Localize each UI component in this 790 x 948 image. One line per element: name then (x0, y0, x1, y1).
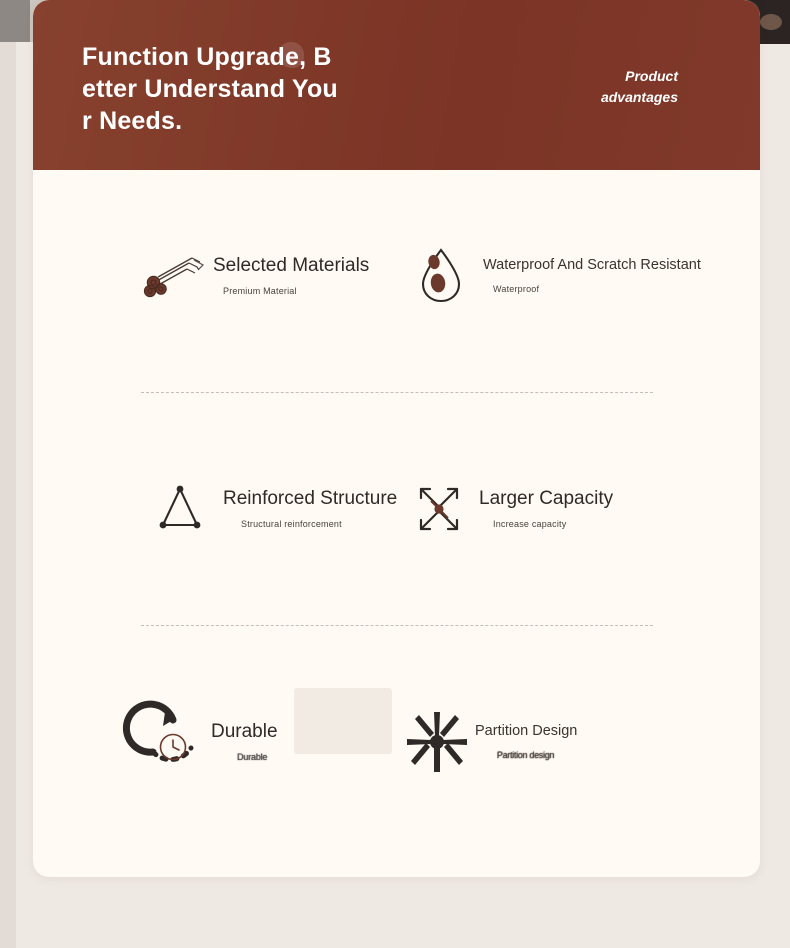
feature-partition-design (363, 708, 760, 776)
partition-burst-icon (403, 708, 471, 776)
background-left-band (0, 42, 16, 948)
wood-logs-icon (141, 242, 209, 310)
photo-blob-dark (760, 14, 782, 30)
feature-texts (211, 722, 278, 763)
badge-line-2: advantages (601, 87, 678, 108)
feature-texts (475, 724, 577, 760)
feature-title: Durable (211, 720, 278, 742)
feature-title: Larger Capacity (479, 487, 614, 509)
status-badge (601, 66, 678, 108)
feature-row (33, 688, 760, 796)
badge-line-1: Product (625, 68, 678, 84)
feature-title: Selected Materials (213, 254, 370, 276)
triangle-structure-icon (151, 475, 219, 543)
clock-arrow-icon (139, 708, 207, 776)
feature-subtitle: Partition design (497, 749, 555, 760)
feature-waterproof (363, 242, 760, 310)
feature-texts (483, 258, 701, 294)
feature-title: Reinforced Structure (223, 487, 398, 509)
feature-selected-materials (33, 242, 370, 310)
water-drop-icon (411, 242, 479, 310)
feature-texts (479, 489, 613, 530)
feature-larger-capacity (363, 475, 760, 543)
expand-arrows-icon (407, 475, 475, 543)
feature-subtitle: Structural reinforcement (241, 519, 342, 530)
background-top-strip-dark (0, 0, 30, 42)
feature-grid (33, 170, 760, 796)
feature-title: Partition Design (475, 723, 578, 740)
feature-subtitle: Increase capacity (493, 519, 567, 530)
feature-reinforced-structure (33, 475, 398, 543)
page-title: Function Upgrade, Better Understand Your Needs. (82, 43, 338, 135)
feature-row (33, 455, 760, 563)
feature-subtitle: Premium Material (223, 286, 297, 297)
product-advantages-card (33, 0, 760, 877)
feature-row (33, 222, 760, 330)
feature-texts (213, 256, 369, 297)
feature-subtitle: Durable (237, 752, 268, 763)
feature-durable (33, 708, 363, 776)
feature-title: Waterproof And Scratch Resistant (483, 257, 701, 274)
feature-subtitle: Waterproof (493, 283, 540, 294)
card-header (33, 0, 760, 170)
